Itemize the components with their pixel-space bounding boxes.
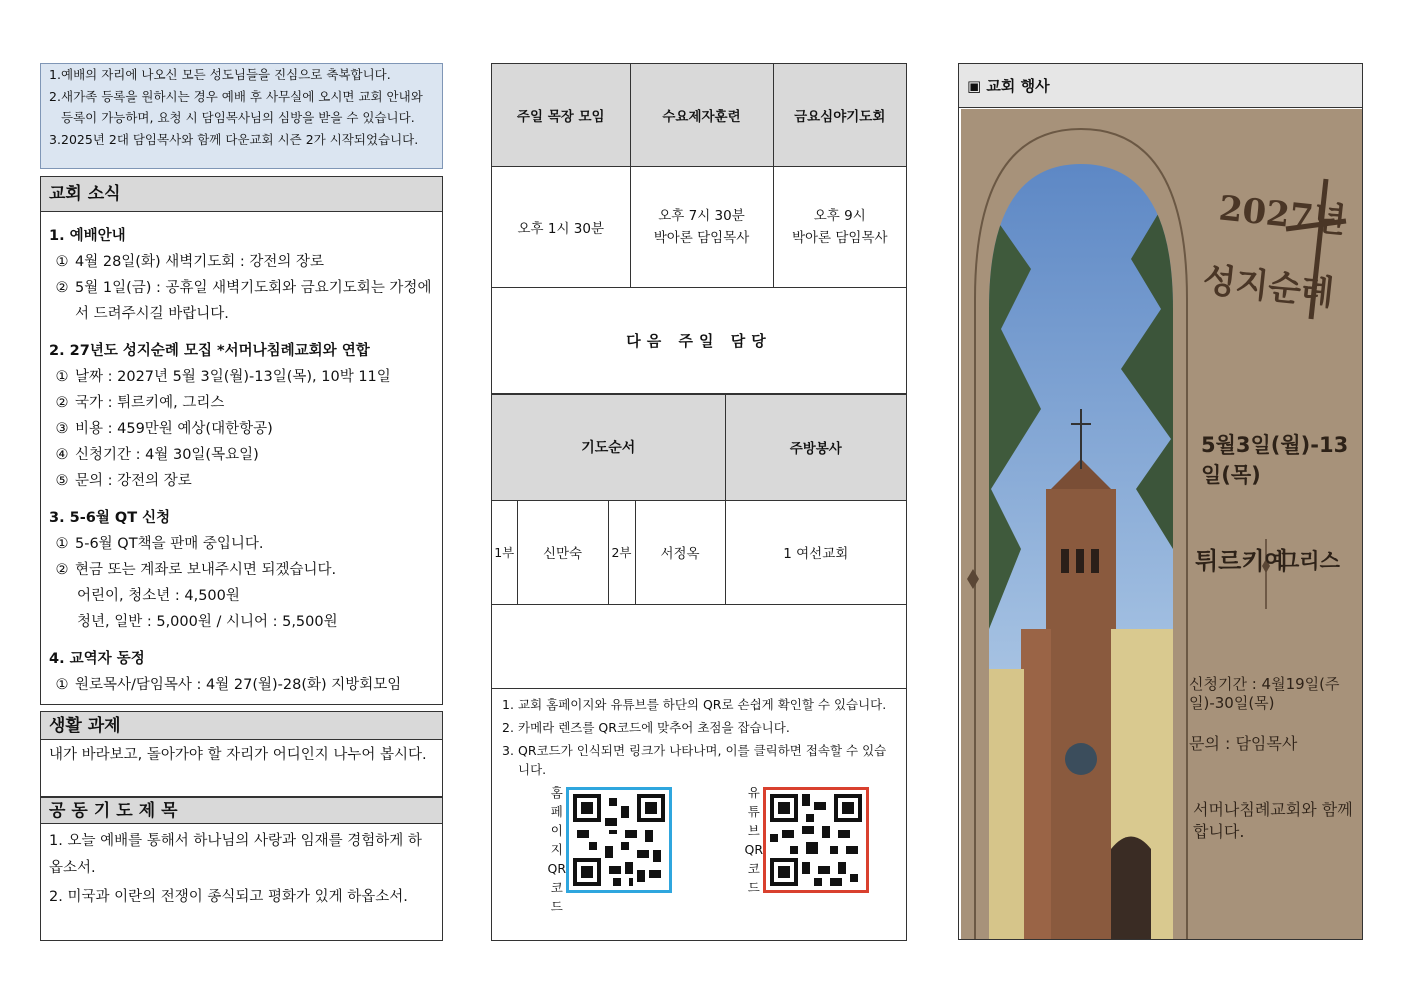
poster-title: 성지순례: [1200, 260, 1336, 314]
notice-box: [40, 63, 443, 169]
notice-item: 3. 2025년 2대 담임목사와 함께 다운교회 시즌 2가 시작되었습니다.: [49, 131, 419, 147]
header-wednesday: 수요제자훈련: [630, 64, 773, 166]
qr-note: 3. QR코드가 인식되면 링크가 나타나며, 이를 클릭하면 접속할 수 있습니다.: [502, 742, 887, 777]
list-item: ① 날짜 : 2027년 5월 3일(월)-13일(목), 10박 11일: [55, 369, 391, 385]
list-item: ① 5-6월 QT책을 판매 중입니다.: [55, 536, 264, 552]
next-sunday-title: 다음 주일 담당: [492, 287, 906, 393]
section-title: 3. 5-6월 QT 신청: [49, 510, 171, 526]
youtube-qr[interactable]: [745, 783, 851, 920]
pray-order-header: 기도순서: [492, 394, 725, 500]
church-news-title: 교회 소식: [41, 177, 442, 212]
time-friday: 오후 9시 박아론 담임목사: [773, 166, 906, 287]
homepage-qr[interactable]: [548, 783, 654, 920]
notice-item: 2. 새가족 등록을 원하시는 경우 예배 후 사무실에 오시면 교회 안내와 등록이 가능하며, 요청 시 담임목사님의 심방을 받을 수 있습니다.: [49, 88, 423, 125]
blank-row: [492, 604, 906, 688]
list-item: ④ 신청기간 : 4월 30일(목요일): [55, 447, 259, 463]
section-title: 2. 27년도 성지순례 모집 *서머나침례교회와 연합: [49, 343, 370, 359]
qr-note: 1. 교회 홈페이지와 유튜브를 하단의 QR로 손쉽게 확인할 수 있습니다.: [502, 696, 887, 712]
list-item: ① 원로목사/담임목사 : 4월 27(월)-28(화) 지방회모임: [55, 677, 402, 693]
notice-item: 1. 예배의 자리에 나오신 모든 성도님들을 진심으로 축복합니다.: [49, 67, 391, 82]
poster-country-1: 튀르키예: [1195, 547, 1288, 575]
price-line: 어린이, 청소년 : 4,500원: [77, 588, 240, 604]
pray-name: 신만숙: [517, 500, 608, 604]
list-item: ② 현금 또는 계좌로 보내주시면 되겠습니다.: [55, 562, 337, 578]
poster-dates: 5월3일(월)-13일(목): [1201, 433, 1349, 487]
schedule-panel: [491, 63, 907, 941]
qr-notes: [492, 689, 906, 934]
service-label: 1부: [492, 500, 517, 604]
section-title: 4. 교역자 동정: [49, 651, 145, 667]
homepage-qr-label: 홈페이지 QR코드: [547, 784, 567, 914]
homepage-qr-icon[interactable]: [566, 787, 672, 893]
poster-contact: 문의 : 담임목사: [1189, 734, 1298, 753]
kitchen-name: 1 여선교회: [725, 500, 906, 604]
time-wednesday: 오후 7시 30분 박아론 담임목사: [630, 166, 773, 287]
header-sunday: 주일 목장 모임: [492, 64, 630, 166]
poster-with: 서머나침례교회와 함께합니다.: [1193, 800, 1353, 841]
poster-apply-period: 신청기간 : 4월19일(주일)-30일(목): [1189, 675, 1340, 712]
prayer-topics: [40, 797, 443, 941]
prayer-item: 1. 오늘 예배를 통해서 하나님의 사랑과 임재를 경험하게 하옵소서.: [49, 833, 422, 876]
prayer-item: 2. 미국과 이란의 전쟁이 종식되고 평화가 있게 하옵소서.: [49, 889, 408, 905]
church-event-title: ▣ 교회 행사: [959, 64, 1362, 108]
church-news: [40, 176, 443, 705]
list-item: ⑤ 문의 : 강전의 장로: [55, 473, 192, 489]
section-title: 1. 예배안내: [49, 228, 126, 244]
qr-note: 2. 카메라 렌즈를 QR코드에 맞추어 초점을 잡습니다.: [502, 719, 790, 735]
service-label: 2부: [608, 500, 635, 604]
life-task: [40, 711, 443, 797]
schedule-table: [492, 64, 906, 394]
church-event: [958, 63, 1363, 940]
poster-year: 2027년: [1216, 188, 1348, 242]
header-friday: 금요심야기도회: [773, 64, 906, 166]
time-sunday: 오후 1시 30분: [492, 166, 630, 287]
list-item: ③ 비용 : 459만원 예상(대한항공): [55, 421, 273, 437]
pray-name: 서정옥: [635, 500, 725, 604]
list-item: ① 4월 28일(화) 새벽기도회 : 강전의 장로: [55, 254, 325, 270]
list-item: ② 5월 1일(금) : 공휴일 새벽기도회와 금요기도회는 가정에서 드려주시길 바랍니다.: [55, 280, 432, 322]
life-task-title: 생활 과제: [41, 712, 442, 740]
youtube-qr-icon[interactable]: [763, 787, 869, 893]
price-line: 청년, 일반 : 5,000원 / 시니어 : 5,500원: [77, 614, 338, 630]
life-task-text: 내가 바라보고, 돌아가야 할 자리가 어디인지 나누어 봅시다.: [49, 747, 427, 763]
poster-country-2: 그리스: [1279, 549, 1340, 573]
pilgrimage-poster: [961, 109, 1362, 939]
duty-table: [492, 394, 906, 689]
prayer-topics-title: 공동기도제목: [41, 798, 442, 824]
kitchen-header: 주방봉사: [725, 394, 906, 500]
list-item: ② 국가 : 튀르키예, 그리스: [55, 395, 225, 411]
youtube-qr-label: 유튜브 QR코드: [744, 784, 764, 895]
